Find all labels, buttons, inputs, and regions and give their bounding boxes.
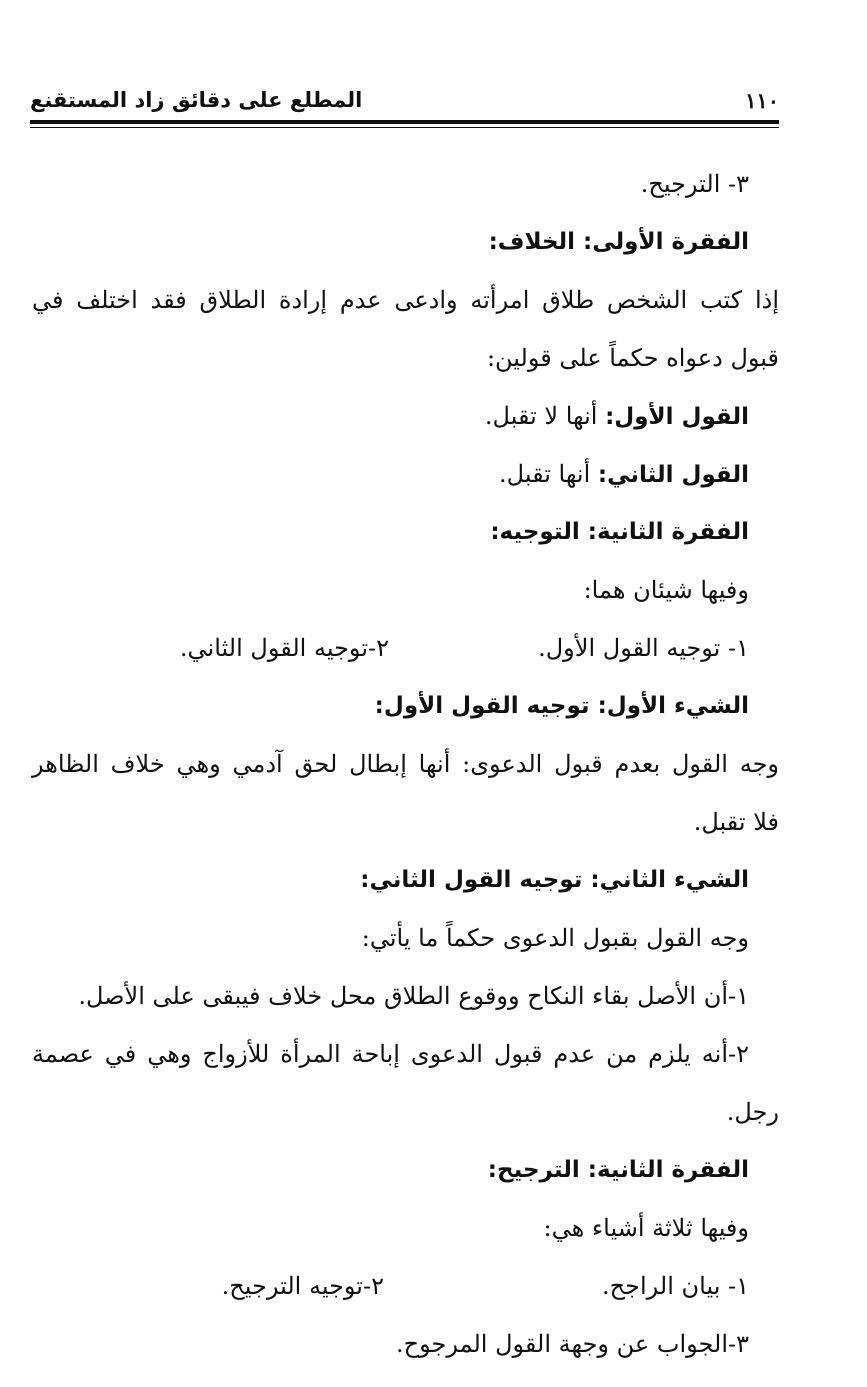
text-line: وفيها ثلاثة أشياء هي: <box>543 1214 749 1242</box>
section-heading: الفقرة الثانية: التوجيه: <box>490 519 749 545</box>
list-item: ٢-توجيه القول الثاني. <box>179 634 389 662</box>
running-title: المطلع على دقائق زاد المستقنع <box>30 88 363 112</box>
opinion-text: أنها لا تقبل. <box>484 402 606 430</box>
list-item: ٢-توجيه الترجيح. <box>221 1272 384 1300</box>
opinion-text: أنها تقبل. <box>499 460 598 488</box>
header-rule-thick <box>30 120 779 124</box>
section-heading: الشيء الأول: توجيه القول الأول: <box>374 693 749 719</box>
text-line: وجه القول بعدم قبول الدعوى: أنها إبطال لحق آدمي وهي خلاف الظاهر <box>32 750 779 778</box>
text-line: فلا تقبل. <box>693 808 779 836</box>
text-line: ٢-أنه يلزم من عدم قبول الدعوى إباحة المرأة للأزواج وهي في عصمة <box>32 1040 749 1068</box>
opinion-line <box>32 445 749 503</box>
list-item: ١- توجيه القول الأول. <box>538 634 749 662</box>
opinion-label: القول الأول: <box>605 404 749 430</box>
text-line: ٣-الجواب عن وجهة القول المرجوح. <box>395 1330 749 1358</box>
page-body <box>32 155 779 1373</box>
text-line: رجل. <box>726 1098 779 1126</box>
opinion-label: القول الثاني: <box>597 462 749 488</box>
list-item: ١- بيان الراجح. <box>602 1272 749 1300</box>
page-header <box>30 88 779 118</box>
two-column-line <box>32 619 749 677</box>
page-number: ١١٠ <box>745 88 779 113</box>
text-line: ٣- الترجيح. <box>640 170 749 198</box>
section-heading: الشيء الثاني: توجيه القول الثاني: <box>360 867 749 893</box>
text-line: وفيها شيئان هما: <box>583 576 749 604</box>
text-line: قبول دعواه حكماً على قولين: <box>486 344 779 372</box>
section-heading: الفقرة الثانية: الترجيح: <box>487 1157 749 1183</box>
opinion-line <box>32 387 749 445</box>
header-rule-thin <box>30 127 779 128</box>
two-column-line <box>32 1257 749 1315</box>
section-heading: الفقرة الأولى: الخلاف: <box>488 229 749 255</box>
text-line: إذا كتب الشخص طلاق امرأته وادعى عدم إرادة الطلاق فقد اختلف في <box>32 286 779 314</box>
text-line: ١-أن الأصل بقاء النكاح ووقوع الطلاق محل خلاف فيبقى على الأصل. <box>78 982 749 1010</box>
text-line: وجه القول بقبول الدعوى حكماً ما يأتي: <box>361 924 749 952</box>
